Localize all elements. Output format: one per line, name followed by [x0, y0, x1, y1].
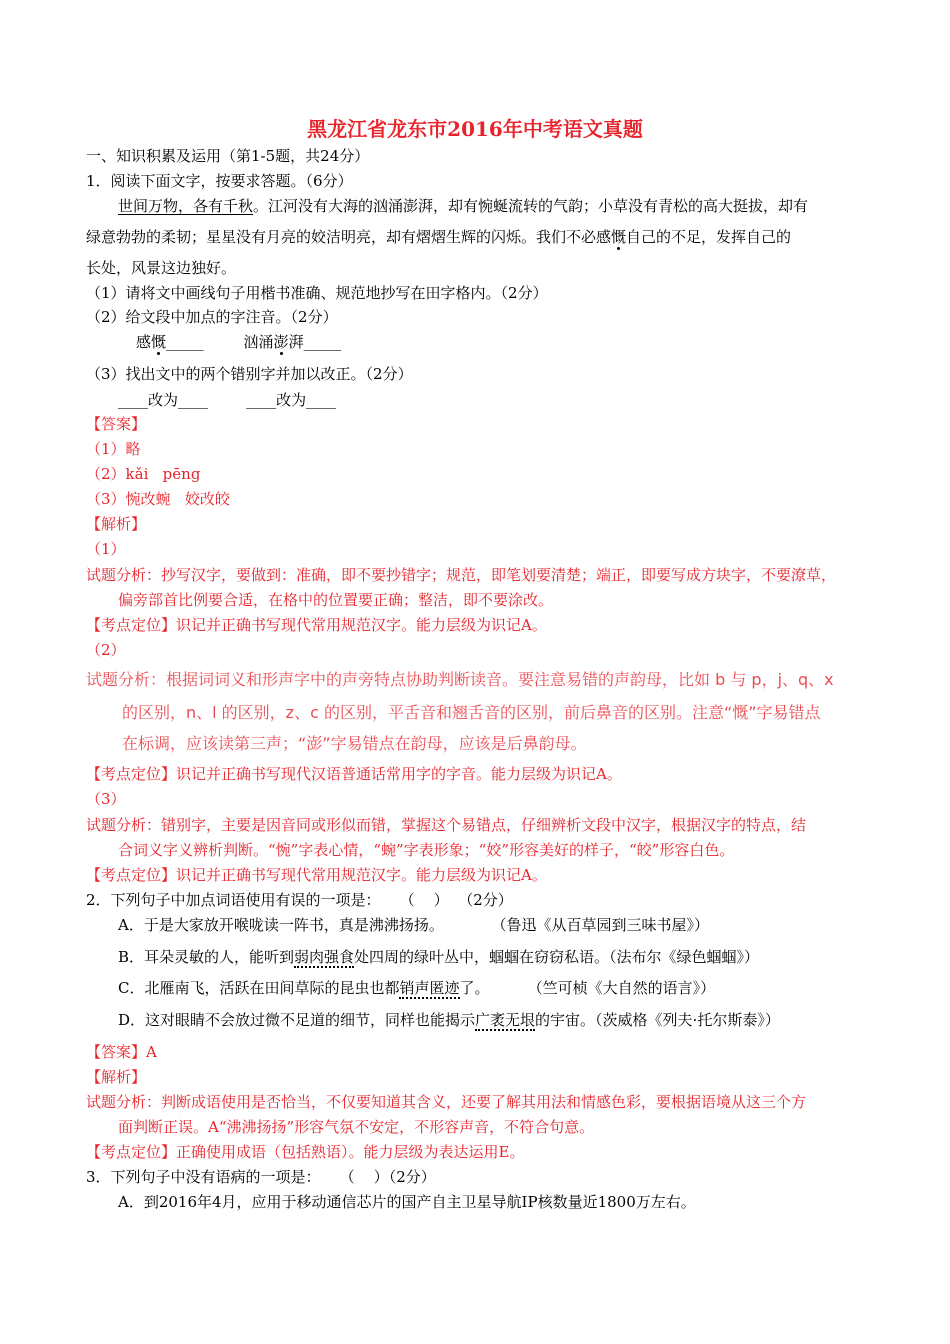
dotted-phrase: 广袤无垠 [475, 1011, 536, 1029]
q1-stem: 1．阅读下面文字，按要求答题。（6分） [86, 172, 353, 190]
analysis-2-line-2: 的区别，n、l 的区别，z、c 的区别，平舌音和翘舌音的区别，前后鼻音的区别。注意“慨”字易错点 [122, 703, 821, 722]
q2-option-b: B．耳朵灵敏的人，能听到弱肉强食处四周的绿叶丛中，蝈蝈在窃窃私语。（法布尔《绿色蝈蝈》） [118, 948, 760, 966]
dotted-phrase: 销声匿迹 [399, 979, 460, 997]
q2-knowledge-point: 【考点定位】正确使用成语（包括熟语）。能力层级为表达运用E。 [86, 1143, 525, 1161]
knowledge-point-2: 【考点定位】识记并正确书写现代汉语普通话常用字的字音。能力层级为识记A。 [86, 765, 622, 783]
dotted-phrase: 沸沸扬扬 [368, 916, 429, 934]
q1-sub1: （1）请将文中画线句子用楷书准确、规范地抄写在田字格内。（2分） [86, 284, 548, 302]
q3-option-a: A．到2016年4月，应用于移动通信芯片的国产自主卫星导航IP核数量近1800万左右。 [118, 1193, 696, 1211]
q1-passage-line-1: 世间万物，各有千秋。江河没有大海的汹涌澎湃，却有惋蜒流转的气韵；小草没有青松的高大挺拔，却有 [118, 197, 809, 215]
analysis-2-line-3: 在标调，应该读第三声；“澎”字易错点在韵母，应该是后鼻韵母。 [122, 734, 587, 753]
q2-option-c: C．北雁南飞，活跃在田间草际的昆虫也都销声匿迹了。 （竺可桢《大自然的语言》） [118, 979, 716, 997]
q1-passage-line-3: 长处，风景这边独好。 [86, 259, 237, 277]
analysis-2-number: （2） [86, 641, 126, 659]
analysis-2-line-1: 试题分析：根据词词义和形声字中的声旁特点协助判断读音。要注意易错的声韵母，比如 b 与 p，j、q、x [86, 670, 834, 689]
dotted-phrase: 弱肉强食 [294, 948, 355, 966]
knowledge-point-1: 【考点定位】识记并正确书写现代常用规范汉字。能力层级为识记A。 [86, 616, 547, 634]
q2-analysis-line-2: 面判断正误。A“沸沸扬扬”形容气氛不安定，不形容声音，不符合句意。 [118, 1118, 595, 1136]
knowledge-point-3: 【考点定位】识记并正确书写现代常用规范汉字。能力层级为识记A。 [86, 866, 547, 884]
analysis-3-line-1: 试题分析：错别字，主要是因音同或形似而错，掌握这个易错点，仔细辨析文段中汉字，根据汉字的特点，结 [86, 816, 807, 834]
analysis-1-line-2: 偏旁部首比例要合适，在格中的位置要正确；整洁，即不要涂改。 [118, 591, 554, 609]
answer-tag: 【答案】 [86, 415, 147, 433]
section-heading: 一、知识积累及运用（第1-5题，共24分） [86, 147, 370, 165]
analysis-1-number: （1） [86, 540, 126, 558]
answer-3: （3）惋改蜿 姣改皎 [86, 490, 230, 508]
dotted-char: 慨 [611, 228, 627, 246]
q1-sub2: （2）给文段中加点的字注音。（2分） [86, 308, 338, 326]
q1-sub3-blanks: ____改为____ ____改为____ [118, 391, 337, 409]
analysis-3-line-2: 合词义字义辨析判断。“惋”字表心情，“蜿”字表形象；“姣”形容美好的样子，“皎”形容白色。 [118, 841, 735, 859]
analysis-3-number: （3） [86, 790, 126, 808]
q1-underlined-sentence: 世间万物，各有千秋 [118, 197, 254, 215]
analysis-tag: 【解析】 [86, 515, 147, 533]
q2-option-a: A．于是大家放开喉咙读一阵书，真是沸沸扬扬。 （鲁迅《从百草园到三味书屋》） [118, 916, 710, 934]
q1-passage-line-2: 绿意勃勃的柔韧；星星没有月亮的姣洁明亮，却有熠熠生辉的闪烁。我们不必感慨自己的不足，发挥自己的 [86, 228, 792, 246]
q3-stem: 3．下列句子中没有语病的一项是： （ ）（2分） [86, 1168, 436, 1186]
answer-2: （2）kǎi pēng [86, 465, 201, 483]
q2-answer: 【答案】A [86, 1043, 157, 1061]
q1-sub2-blanks: 感慨_____ 汹涌澎湃_____ [136, 333, 342, 351]
q2-analysis-line-1: 试题分析：判断成语使用是否恰当，不仅要知道其含义，还要了解其用法和情感色彩，要根据语境从这三个方 [86, 1093, 807, 1111]
analysis-1-line-1: 试题分析：抄写汉字，要做到：准确，即不要抄错字；规范，即笔划要清楚；端正，即要写成方块字，不要潦草， [86, 566, 837, 584]
q1-sub3: （3）找出文中的两个错别字并加以改正。（2分） [86, 365, 413, 383]
q2-analysis-tag: 【解析】 [86, 1068, 147, 1086]
page-title: 黑龙江省龙东市2016年中考语文真题 [307, 117, 643, 141]
answer-1: （1）略 [86, 440, 141, 458]
q2-option-d: D．这对眼睛不会放过微不足道的细节，同样也能揭示广袤无垠的宇宙。（茨威格《列夫·托尔斯泰》） [118, 1011, 780, 1029]
q2-stem: 2．下列句子中加点词语使用有误的一项是： （ ） （2分） [86, 891, 513, 909]
